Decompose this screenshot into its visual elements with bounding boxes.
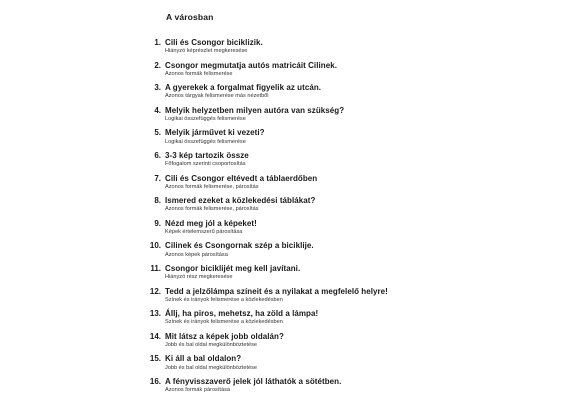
item-subtitle: Azonos formák felismerése, párosítás: [165, 183, 259, 190]
item-subtitle: Azonos képek párosítása: [165, 251, 228, 258]
item-subtitle: Főfogalom szerinti csoportosítás: [165, 161, 246, 168]
item-title: Mit látsz a képek jobb oldalán?: [165, 331, 284, 341]
item-subtitle: Színek és irányok felismerése a közlekedésben: [165, 296, 283, 303]
list-item: [146, 38, 546, 61]
list-item: [146, 196, 546, 219]
item-number: 15.: [149, 354, 161, 364]
item-number: 11.: [150, 263, 161, 273]
item-number: 12.: [149, 286, 161, 296]
item-number: 9.: [154, 218, 161, 228]
item-title: Csongor biciklijét meg kell javítani.: [165, 263, 301, 273]
list-item: [146, 377, 546, 400]
list-item: [146, 128, 546, 151]
item-title: Melyik járművet ki vezeti?: [165, 128, 265, 138]
item-title: A fényvisszaverő jelek jól láthatók a sötétben.: [165, 376, 342, 386]
item-title: Ki áll a bal oldalon?: [165, 354, 242, 364]
item-subtitle: Színek és irányok felismerése a közlekedésben: [165, 319, 283, 326]
item-title: Melyik helyzetben milyen autóra van szükség?: [165, 105, 345, 115]
list-item: [146, 174, 546, 197]
item-subtitle: Hiányzó képrészlet megkeresése: [165, 48, 248, 55]
item-number: 8.: [154, 196, 161, 206]
item-number: 3.: [154, 83, 161, 93]
list-item: [146, 264, 546, 287]
list-item: [146, 219, 546, 242]
list-item: [146, 83, 546, 106]
item-number: 1.: [154, 38, 161, 47]
item-number: 14.: [149, 331, 161, 341]
item-number: 4.: [154, 105, 161, 115]
item-title: Tedd a jelzőlámpa színeit és a nyilakat a megfelelő helyre!: [165, 286, 388, 296]
section-title: A városban: [166, 12, 214, 22]
item-title: A gyerekek a forgalmat figyelik az utcán.: [165, 83, 322, 93]
item-subtitle: Azonos formák felismerése: [165, 70, 233, 77]
list-item: [146, 354, 546, 377]
item-title: 3-3 kép tartozik össze: [165, 150, 249, 160]
item-number: 7.: [154, 173, 161, 183]
item-subtitle: Jobb és bal oldal megkülönböztetése: [165, 341, 258, 348]
list-item: [146, 287, 546, 310]
item-subtitle: Logikai összefüggés felismerése: [165, 138, 246, 145]
item-number: 10.: [149, 241, 161, 251]
item-title: Cili és Csongor biciklizik.: [165, 38, 263, 47]
list-item: [146, 61, 546, 84]
item-subtitle: Logikai összefüggés felismerése: [165, 115, 246, 122]
item-subtitle: Jobb és bal oldal megkülönböztetése: [165, 364, 258, 371]
list-item: [146, 332, 546, 355]
item-title: Cilinek és Csongornak szép a biciklije.: [165, 241, 314, 251]
list-item: [146, 241, 546, 264]
contents-list: [146, 38, 546, 400]
item-title: Cili és Csongor eltévedt a táblaerdőben: [165, 173, 318, 183]
item-title: Csongor megmutatja autós matricáit Cilinek.: [165, 60, 337, 70]
item-number: 6.: [154, 150, 161, 160]
item-title: Nézd meg jól a képeket!: [165, 218, 257, 228]
item-subtitle: Hiányzó rész megkeresése: [165, 274, 233, 281]
item-subtitle: Azonos formák felismerése, párosítás: [165, 206, 259, 213]
item-subtitle: Azonos tárgyak felismerése más nézetből: [165, 93, 269, 100]
item-number: 13.: [149, 309, 161, 319]
item-title: Állj, ha piros, mehetsz, ha zöld a lámpa!: [165, 309, 319, 319]
item-title: Ismered ezeket a közlekedési táblákat?: [165, 196, 316, 206]
item-subtitle: Azonos formák párosítása: [165, 387, 230, 394]
item-subtitle: Képek értelemszerű párosítása: [165, 228, 243, 235]
list-item: [146, 106, 546, 129]
item-number: 2.: [154, 60, 161, 70]
list-item: [146, 309, 546, 332]
list-item: [146, 151, 546, 174]
item-number: 16.: [149, 376, 161, 386]
item-number: 5.: [154, 128, 161, 138]
